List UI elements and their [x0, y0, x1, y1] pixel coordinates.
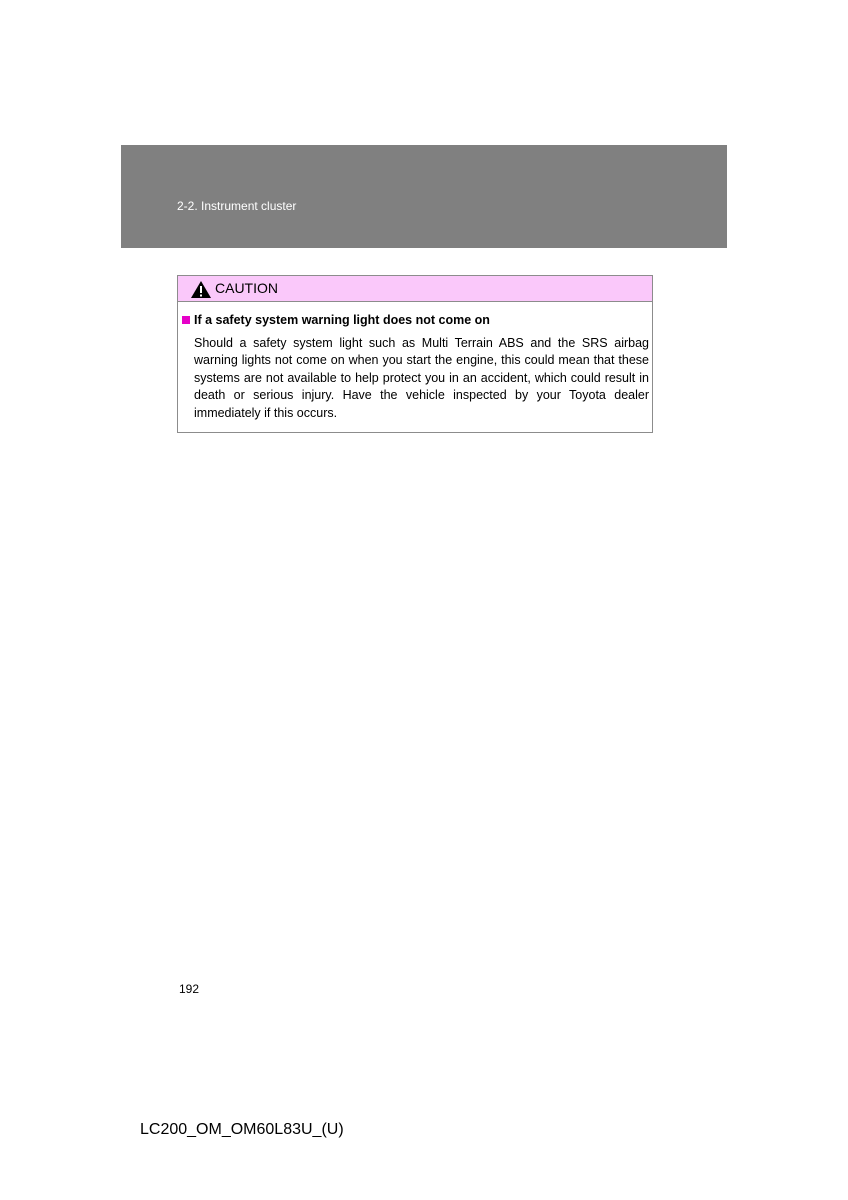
caution-title: CAUTION — [215, 280, 278, 296]
item-heading — [182, 313, 490, 327]
header-band — [121, 145, 727, 248]
document-code: LC200_OM_OM60L83U_(U) — [140, 1121, 344, 1138]
caution-box — [177, 275, 653, 433]
item-text: Should a safety system light such as Multi Terrain ABS and the SRS airbag warning lights not come on when you start the engine, this could mean that these systems are not available to help protect you in an accident, which could result in death or serious injury. Have the vehicle inspected by your Toyota dealer immediately if this occurs. — [194, 336, 649, 420]
square-bullet-icon — [182, 316, 190, 324]
caution-header — [178, 276, 652, 302]
page-number: 192 — [179, 982, 200, 996]
item-heading-text: If a safety system warning light does not come on — [194, 313, 490, 327]
warning-triangle-icon — [190, 280, 212, 299]
section-label: 2-2. Instrument cluster — [177, 199, 297, 213]
